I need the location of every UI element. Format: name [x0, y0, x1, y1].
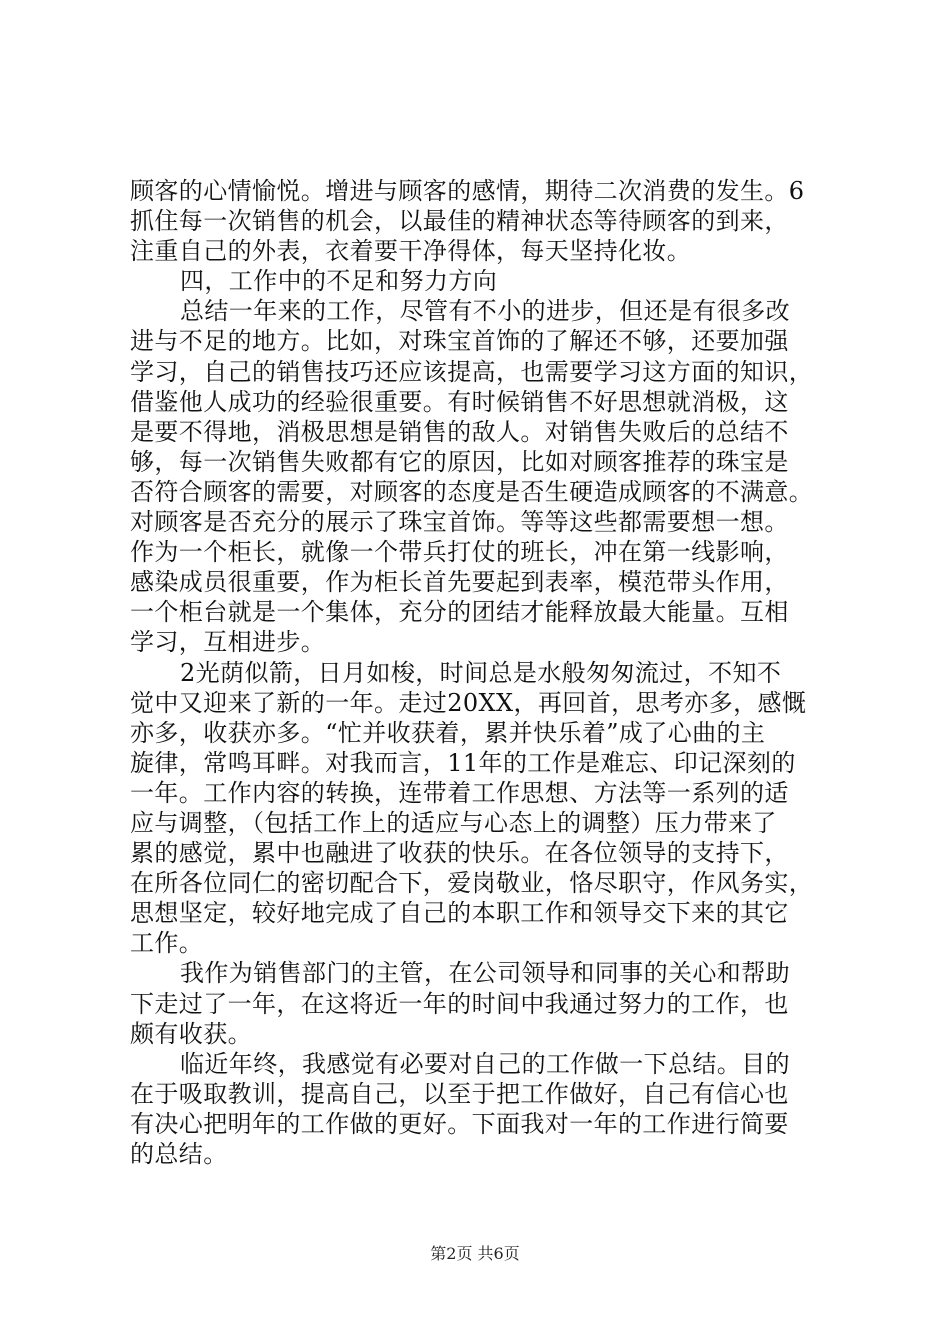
- text-line: 四，工作中的不足和努力方向: [180, 267, 498, 296]
- text-line: 临近年终，我感觉有必要对自己的工作做一下总结。目的: [180, 1049, 790, 1078]
- text-line: 的总结。: [130, 1140, 228, 1168]
- text-line: 思想坚定，较好地完成了自己的本职工作和领导交下来的其它: [130, 899, 789, 928]
- text-line: 亦多，收获亦多。“忙并收获着，累并快乐着”成了心曲的主: [130, 718, 766, 747]
- document-body: [130, 176, 830, 1169]
- text-line: 顾客的心情愉悦。增进与顾客的感情，期待二次消费的发生。6: [130, 177, 805, 205]
- text-line: 觉中又迎来了新的一年。走过20XX，再回首，思考亦多，感慨: [130, 688, 807, 717]
- text-line: 抓住每一次销售的机会，以最佳的精神状态等待顾客的到来，: [130, 207, 789, 236]
- text-line: 应与调整，（包括工作上的适应与心态上的调整）压力带来了: [130, 808, 777, 837]
- text-line: 总结一年来的工作，尽管有不小的进步，但还是有很多改: [180, 297, 790, 326]
- text-line: 工作。: [130, 929, 204, 958]
- text-line: 注重自己的外表，衣着要干净得体，每天坚持化妆。: [130, 237, 692, 266]
- text-line: 学习，自己的销售技巧还应该提高，也需要学习这方面的知识，: [130, 357, 814, 386]
- text-line: 一年。工作内容的转换，连带着工作思想、方法等一系列的适: [130, 778, 789, 807]
- text-line: 我作为销售部门的主管，在公司领导和同事的关心和帮助: [180, 959, 790, 988]
- text-line: 进与不足的地方。比如，对珠宝首饰的了解还不够，还要加强: [130, 327, 789, 356]
- text-line: 否符合顾客的需要，对顾客的态度是否生硬造成顾客的不满意。: [130, 477, 814, 506]
- text-line: 在于吸取教训，提高自己，以至于把工作做好，自己有信心也: [130, 1079, 789, 1108]
- text-line: 感染成员很重要，作为柜长首先要起到表率，模范带头作用，: [130, 568, 789, 597]
- text-line: 下走过了一年，在这将近一年的时间中我通过努力的工作，也: [130, 989, 789, 1018]
- text-line: 颇有收获。: [130, 1019, 252, 1048]
- text-line: 旋律，常鸣耳畔。对我而言，11年的工作是难忘、印记深刻的: [130, 748, 796, 777]
- text-line: 一个柜台就是一个集体，充分的团结才能释放最大能量。互相: [130, 598, 789, 627]
- text-line: 在所各位同仁的密切配合下，爱岗敬业，恪尽职守，作风务实，: [130, 869, 814, 898]
- text-line: 有决心把明年的工作做的更好。下面我对一年的工作进行简要: [130, 1109, 789, 1138]
- text-line: 对顾客是否充分的展示了珠宝首饰。等等这些都需要想一想。: [130, 508, 789, 537]
- text-line: 累的感觉，累中也融进了收获的快乐。在各位领导的支持下，: [130, 839, 789, 868]
- text-line: 作为一个柜长，就像一个带兵打仗的班长，冲在第一线影响，: [130, 538, 789, 567]
- text-line: 2光荫似箭，日月如梭，时间总是水般匆匆流过，不知不: [180, 658, 782, 687]
- text-line: 借鉴他人成功的经验很重要。有时候销售不好思想就消极，这: [130, 387, 789, 416]
- page-number-footer: 第2页 共6页: [430, 1244, 520, 1263]
- text-line: 是要不得地，消极思想是销售的敌人。对销售失败后的总结不: [130, 417, 789, 446]
- text-line: 学习，互相进步。: [130, 628, 326, 657]
- text-line: 够，每一次销售失败都有它的原因，比如对顾客推荐的珠宝是: [130, 447, 789, 476]
